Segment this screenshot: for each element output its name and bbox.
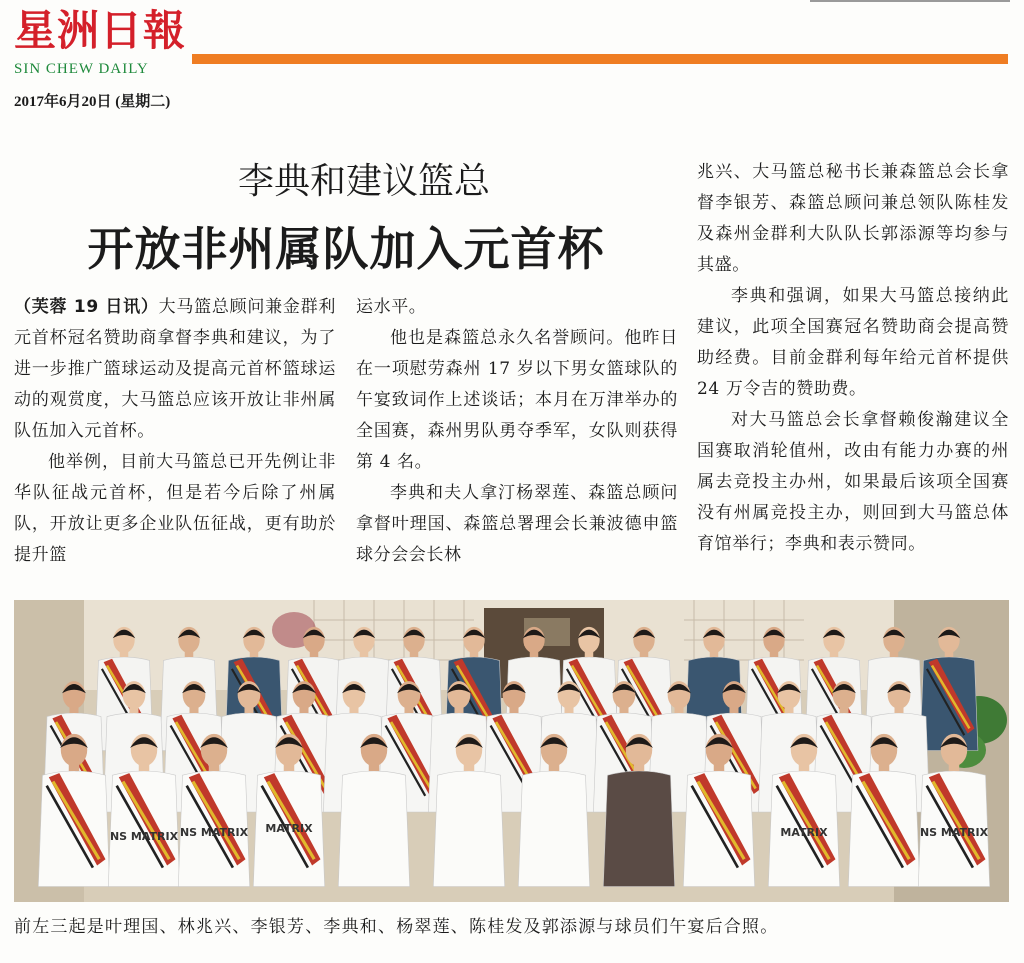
masthead-logo [14,4,186,86]
masthead-rule [192,54,1008,64]
article-paragraph: 运水平。 [356,297,427,317]
article-paragraph: 他举例，目前大马篮总已开先例让非华队征战元首杯，但是若今后除了州属队，开放让更多企业队伍征战，更有助於提升篮 [14,452,336,565]
headline-kicker: 李典和建议篮总 [237,161,490,202]
shirt-logo-text: MATRIX [265,822,313,835]
article-paragraph: 李典和强调，如果大马篮总接纳此建议，此项全国赛冠名赞助商会提高赞助经费。目前金群利每年给元首杯提供 24 万令吉的赞助费。 [697,286,1009,399]
photo-caption: 前左三起是叶理国、林兆兴、李银芳、李典和、杨翠莲、陈桂发及郭添源与球员们午宴后合照。 [14,917,779,937]
group-photo-illustration [14,600,1009,902]
shirt-logo-text: NS MATRIX [179,826,249,839]
shirt-logo-text: MATRIX [780,826,828,839]
shirt-logo-text: NS MATRIX [109,830,179,843]
group-photo [14,600,1009,902]
article-column-1 [14,292,336,571]
headline-main: 开放非州属队加入元首杯 [87,222,605,276]
article-paragraph: 李典和夫人拿汀杨翠莲、森篮总顾问拿督叶理国、森篮总署理会长兼波德申篮球分会会长林 [356,483,678,565]
logo-chinese: 星洲日報 [14,6,187,55]
logo-english: SIN CHEW DAILY [14,61,149,77]
shirt-logo-text: NS MATRIX [919,826,989,839]
article-paragraph: 他也是森篮总永久名誉顾问。他昨日在一项慰劳森州 17 岁以下男女篮球队的午宴致词作上述谈话；本月在万津举办的全国赛，森州男队勇夺季军，女队则获得第 4 名。 [356,328,678,472]
article-paragraph: 兆兴、大马篮总秘书长兼森篮总会长拿督李银芳、森篮总顾问兼总领队陈桂发及森州金群利大队队长郭添源等均参与其盛。 [697,162,1009,275]
paragraph-text: 大马篮总顾问兼金群利元首杯冠名赞助商拿督李典和建议，为了进一步推广篮球运动及提高元首杯篮球运动的观赏度，大马篮总应该开放让非州属队伍加入元首杯。 [14,297,336,441]
publication-date: 2017年6月20日 (星期二) [14,94,171,110]
article-column-2 [356,292,678,571]
article-paragraph [14,292,336,447]
article-column-3 [697,157,1009,560]
article-paragraph: 对大马篮总会长拿督赖俊瀚建议全国赛取消轮值州，改由有能力办赛的州属去竞投主办州，如果最后该项全国赛没有州属竞投主办，则回到大马篮总体育馆举行；李典和表示赞同。 [697,410,1009,554]
top-edge-marks [810,0,1010,4]
dateline: （芙蓉 19 日讯） [14,297,159,317]
